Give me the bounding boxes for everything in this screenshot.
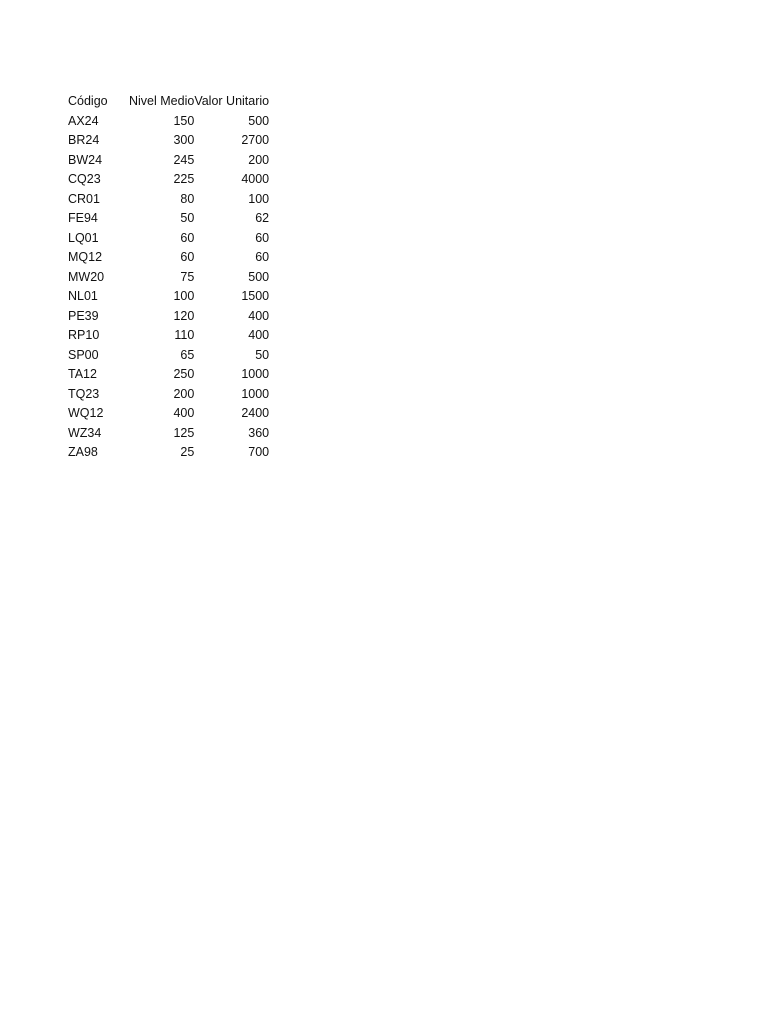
cell-valor-unitario[interactable]: 400 xyxy=(248,308,270,323)
cell-nivel-medio[interactable]: 225 xyxy=(173,172,195,186)
table-row xyxy=(68,307,269,327)
table-row xyxy=(68,404,269,424)
cell-nivel-medio[interactable]: 80 xyxy=(180,191,195,206)
cell-nivel-medio[interactable]: 125 xyxy=(173,425,195,440)
table-row xyxy=(68,112,269,132)
cell-valor-unitario[interactable]: 360 xyxy=(248,425,270,440)
header-codigo[interactable]: Código xyxy=(68,94,108,108)
cell-nivel-medio[interactable]: 65 xyxy=(180,347,195,362)
table-row xyxy=(68,365,269,385)
cell-codigo[interactable]: TQ23 xyxy=(68,386,100,401)
cell-nivel-medio[interactable]: 150 xyxy=(173,113,195,128)
cell-nivel-medio[interactable]: 400 xyxy=(173,406,195,420)
spreadsheet xyxy=(68,92,269,463)
cell-nivel-medio[interactable]: 100 xyxy=(173,289,195,303)
table-body xyxy=(68,112,269,463)
cell-codigo[interactable]: BR24 xyxy=(68,133,100,147)
cell-valor-unitario[interactable]: 60 xyxy=(255,230,270,245)
cell-codigo[interactable]: BW24 xyxy=(68,152,103,167)
table-row xyxy=(68,346,269,366)
cell-valor-unitario[interactable]: 200 xyxy=(248,152,270,167)
cell-nivel-medio[interactable]: 250 xyxy=(173,367,195,381)
cell-codigo[interactable]: AX24 xyxy=(68,113,99,128)
cell-codigo[interactable]: WZ34 xyxy=(68,425,102,440)
cell-valor-unitario[interactable]: 1500 xyxy=(241,289,270,303)
cell-nivel-medio[interactable]: 245 xyxy=(173,152,195,167)
table-row xyxy=(68,151,269,171)
cell-valor-unitario[interactable]: 2400 xyxy=(241,406,270,420)
data-table xyxy=(68,92,269,463)
cell-valor-unitario[interactable]: 400 xyxy=(248,328,270,342)
header-nivel-medio[interactable]: Nivel Medio xyxy=(129,94,195,108)
cell-valor-unitario[interactable]: 100 xyxy=(248,191,270,206)
cell-codigo[interactable]: PE39 xyxy=(68,308,99,323)
table-row xyxy=(68,424,269,444)
cell-nivel-medio[interactable]: 75 xyxy=(180,269,195,284)
cell-codigo[interactable]: MQ12 xyxy=(68,250,103,264)
cell-nivel-medio[interactable]: 200 xyxy=(173,386,195,401)
cell-valor-unitario[interactable]: 700 xyxy=(248,445,270,459)
cell-valor-unitario[interactable]: 500 xyxy=(248,113,270,128)
table-row xyxy=(68,209,269,229)
cell-valor-unitario[interactable]: 2700 xyxy=(241,133,270,147)
cell-valor-unitario[interactable]: 500 xyxy=(248,269,270,284)
table-row xyxy=(68,326,269,346)
cell-nivel-medio[interactable]: 60 xyxy=(180,250,195,264)
cell-codigo[interactable]: TA12 xyxy=(68,367,97,381)
cell-valor-unitario[interactable]: 50 xyxy=(255,347,270,362)
cell-codigo[interactable]: CQ23 xyxy=(68,172,101,186)
cell-nivel-medio[interactable]: 110 xyxy=(174,328,195,342)
cell-codigo[interactable]: ZA98 xyxy=(68,445,98,459)
table-row xyxy=(68,170,269,190)
cell-valor-unitario[interactable]: 60 xyxy=(255,250,270,264)
table-row xyxy=(68,385,269,405)
table-row xyxy=(68,131,269,151)
cell-valor-unitario[interactable]: 1000 xyxy=(241,386,270,401)
table-row xyxy=(68,248,269,268)
table-row xyxy=(68,268,269,288)
header-row xyxy=(68,92,269,112)
header-valor-unitario[interactable]: Valor Unitario xyxy=(194,94,270,108)
cell-codigo[interactable]: RP10 xyxy=(68,328,100,342)
table-row xyxy=(68,190,269,210)
cell-codigo[interactable]: WQ12 xyxy=(68,406,104,420)
table-row xyxy=(68,229,269,249)
cell-valor-unitario[interactable]: 4000 xyxy=(241,172,270,186)
cell-codigo[interactable]: MW20 xyxy=(68,269,105,284)
cell-nivel-medio[interactable]: 50 xyxy=(180,211,195,225)
cell-nivel-medio[interactable]: 120 xyxy=(173,308,195,323)
cell-nivel-medio[interactable]: 300 xyxy=(173,133,195,147)
cell-codigo[interactable]: FE94 xyxy=(68,211,98,225)
table-row xyxy=(68,287,269,307)
cell-valor-unitario[interactable]: 62 xyxy=(255,211,270,225)
cell-codigo[interactable]: LQ01 xyxy=(68,230,99,245)
cell-codigo[interactable]: SP00 xyxy=(68,347,99,362)
table-row xyxy=(68,443,269,463)
cell-codigo[interactable]: CR01 xyxy=(68,191,100,206)
cell-nivel-medio[interactable]: 25 xyxy=(180,445,195,459)
cell-codigo[interactable]: NL01 xyxy=(68,289,98,303)
cell-valor-unitario[interactable]: 1000 xyxy=(241,367,270,381)
cell-nivel-medio[interactable]: 60 xyxy=(180,230,195,245)
